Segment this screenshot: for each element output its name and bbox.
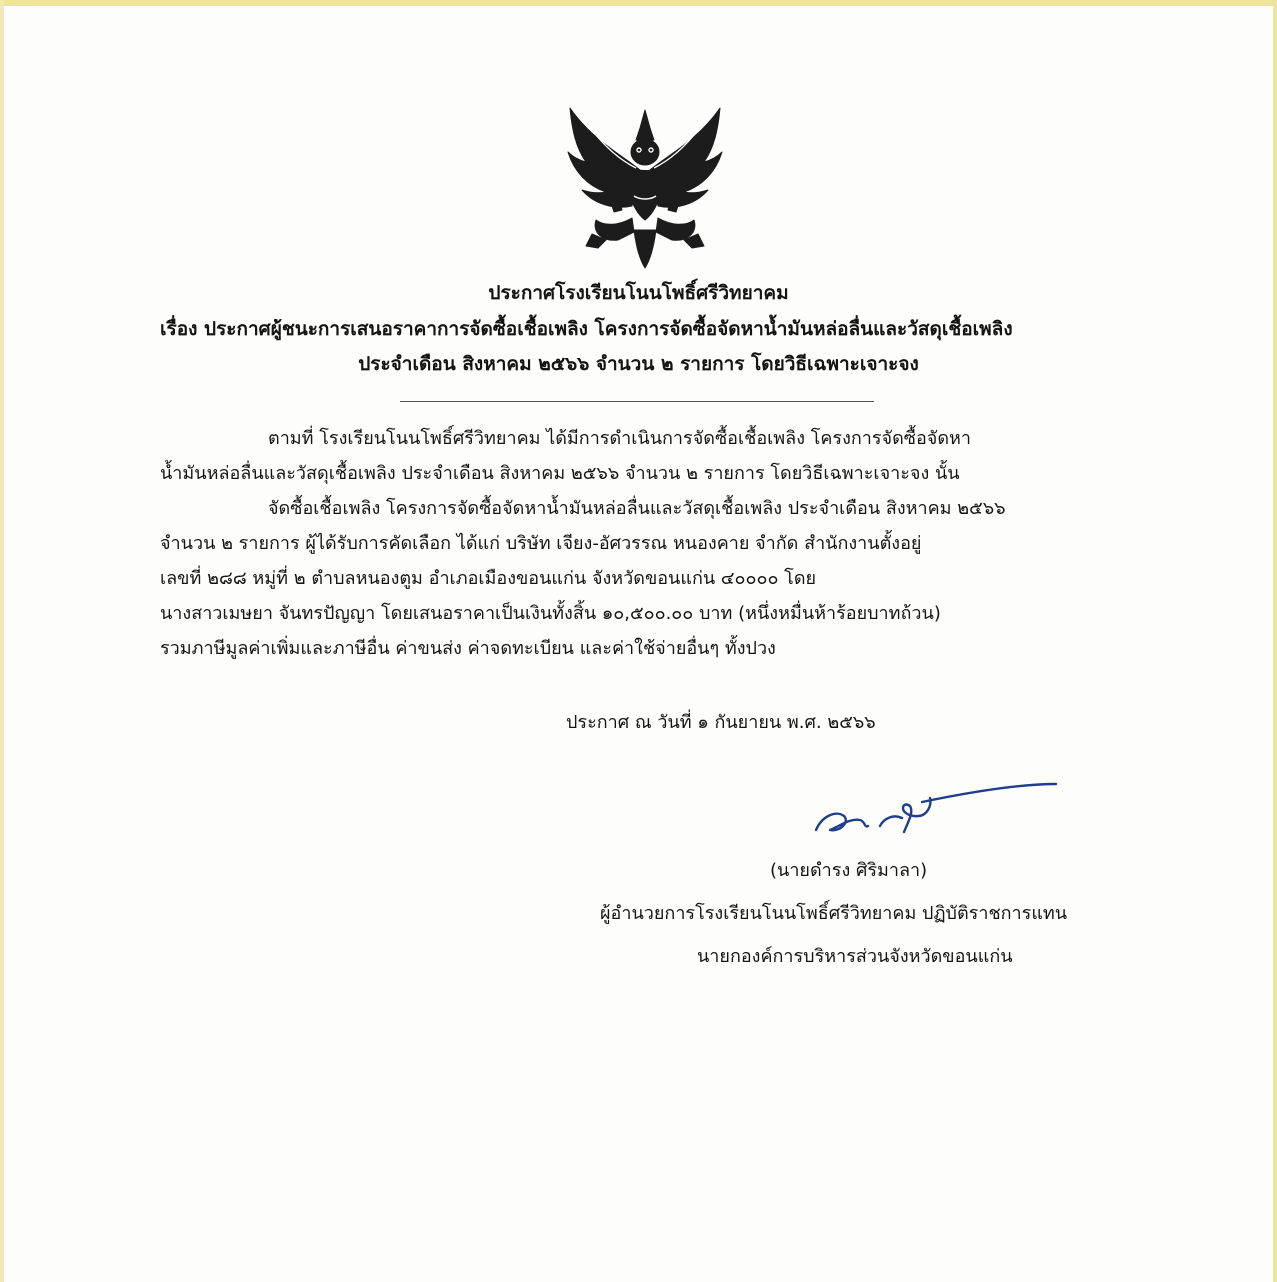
- handwritten-signature-icon: [810, 778, 1070, 848]
- page-edge-top: [0, 0, 1277, 6]
- body-line: นางสาวเมษยา จันทรปัญญา โดยเสนอราคาเป็นเงินทั้งสิ้น ๑๐,๕๐๐.๐๐ บาท (หนึ่งหมื่นห้าร้อยบาทถ้วน): [160, 603, 941, 624]
- announcement-title: ประกาศโรงเรียนโนนโพธิ์ศรีวิทยาคม: [488, 282, 789, 304]
- body-line: น้ำมันหล่อลื่นและวัสดุเชื้อเพลิง ประจำเดือน สิงหาคม ๒๕๖๖ จำนวน ๒ รายการ โดยวิธีเฉพาะเจาะจง นั้น: [160, 463, 960, 484]
- body-line: จำนวน ๒ รายการ ผู้ได้รับการคัดเลือก ได้แก่ บริษัท เจียง-อัศวรรณ หนองคาย จำกัด สำนักงานตั้งอยู่: [160, 533, 922, 554]
- announcement-subject-line2: ประจำเดือน สิงหาคม ๒๕๖๖ จำนวน ๒ รายการ โดยวิธีเฉพาะเจาะจง: [358, 353, 919, 375]
- page-edge-left: [0, 0, 4, 1282]
- body-line: ตามที่ โรงเรียนโนนโพธิ์ศรีวิทยาคม ได้มีการดำเนินการจัดซื้อเชื้อเพลิง โครงการจัดซื้อจัดหา: [268, 428, 972, 449]
- title-divider: [400, 401, 874, 402]
- announcement-subject: เรื่อง ประกาศผู้ชนะการเสนอราคาการจัดซื้อเชื้อเพลิง โครงการจัดซื้อจัดหาน้ำมันหล่อลื่นและวัสดุเชื้อเพลิง: [160, 318, 1013, 340]
- signatory-position-line2: นายกองค์การบริหารส่วนจังหวัดขอนแก่น: [697, 946, 1013, 967]
- signatory-position: ผู้อำนวยการโรงเรียนโนนโพธิ์ศรีวิทยาคม ปฏิบัติราชการแทน: [600, 903, 1068, 924]
- body-line: จัดซื้อเชื้อเพลิง โครงการจัดซื้อจัดหาน้ำมันหล่อลื่นและวัสดุเชื้อเพลิง ประจำเดือน สิงหาคม ๒๕๖๖: [268, 498, 1006, 519]
- garuda-emblem-icon: [562, 100, 728, 270]
- announcement-date: ประกาศ ณ วันที่ ๑ กันยายน พ.ศ. ๒๕๖๖: [566, 712, 876, 733]
- page-edge-right: [1273, 0, 1277, 1282]
- signatory-name: (นายดำรง ศิริมาลา): [770, 860, 928, 881]
- body-line: เลขที่ ๒๘๘ หมู่ที่ ๒ ตำบลหนองตูม อำเภอเมืองขอนแก่น จังหวัดขอนแก่น ๔๐๐๐๐ โดย: [160, 568, 817, 589]
- body-line: รวมภาษีมูลค่าเพิ่มและภาษีอื่น ค่าขนส่ง ค่าจดทะเบียน และค่าใช้จ่ายอื่นๆ ทั้งปวง: [160, 638, 776, 659]
